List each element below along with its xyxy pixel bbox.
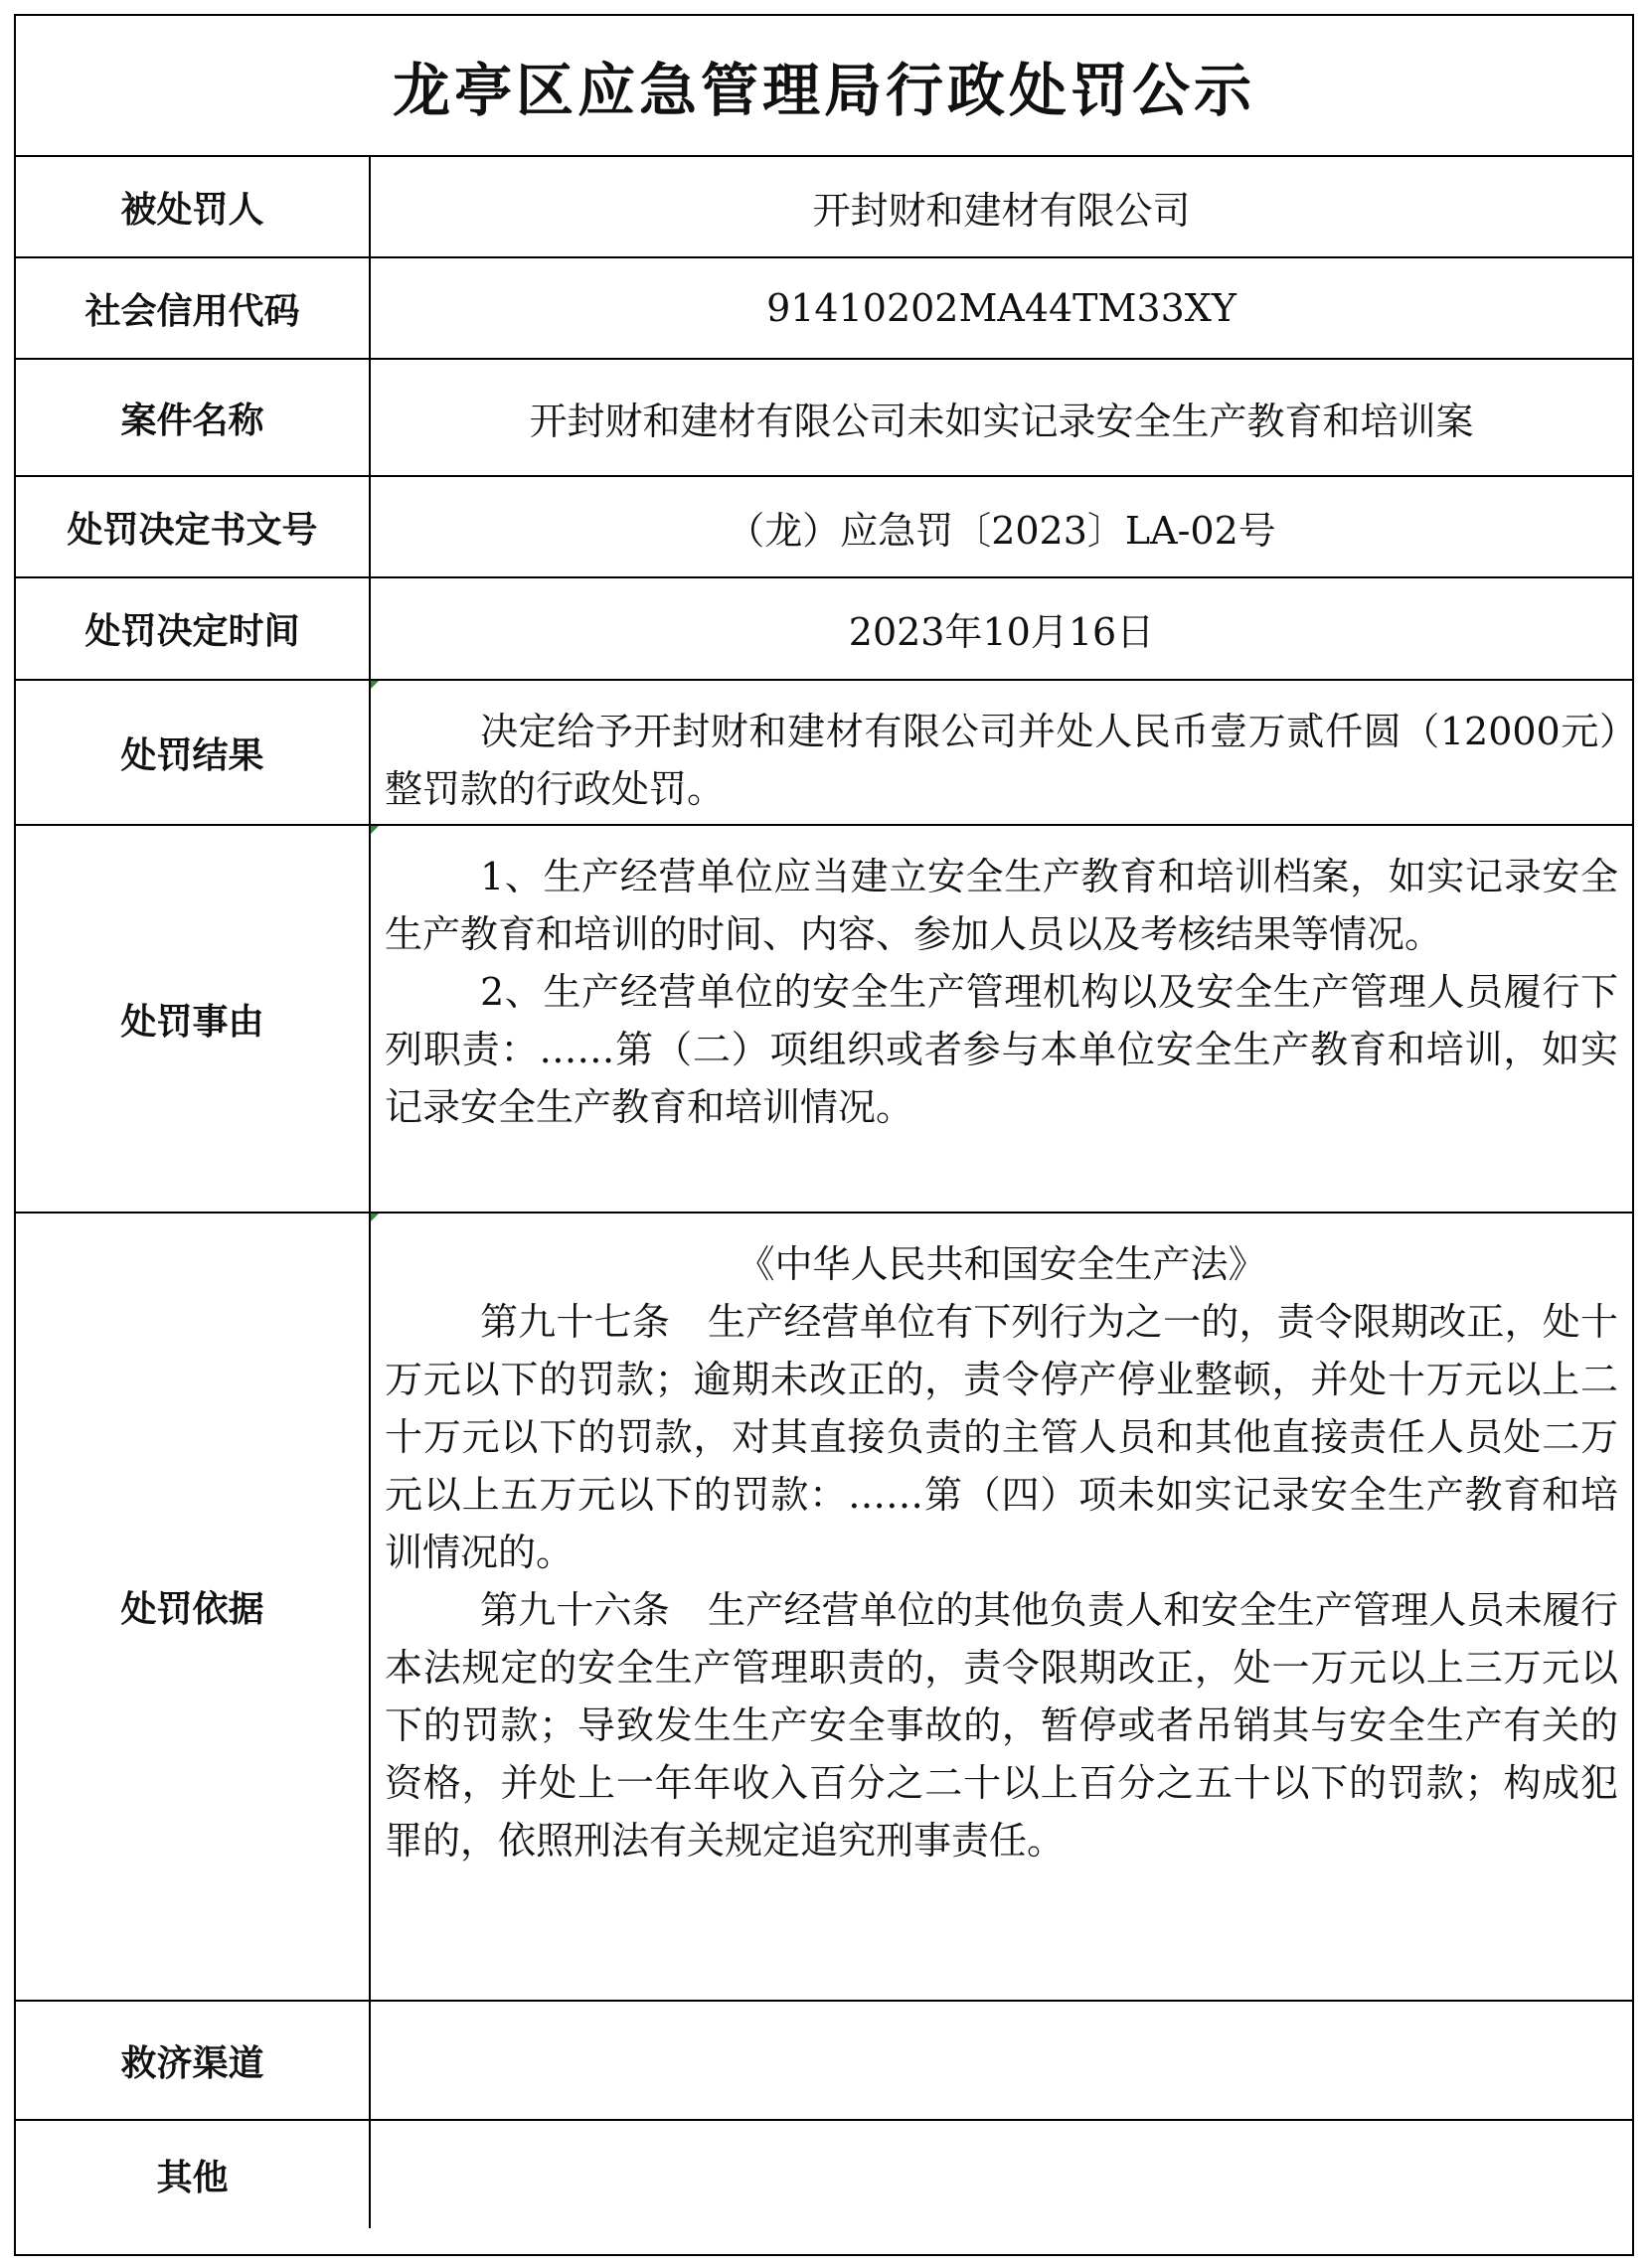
basis-paragraph-1: 第九十七条 生产经营单位有下列行为之一的，责令限期改正，处十万元以下的罚款；逾期未改正的，责令停产停业整顿，并处十万元以上二十万元以下的罚款，对其直接负责的主管人员和其他直接责任人员处二万元以上五万元以下的罚款：……第（四）项未如实记录安全生产教育和培训情况的。	[385, 1300, 1618, 1574]
value-decision-date: 2023年10月16日	[848, 610, 1155, 654]
label-credit-code: 社会信用代码	[16, 258, 371, 358]
row-case-name	[16, 360, 1632, 477]
basis-paragraph-2: 第九十六条 生产经营单位的其他负责人和安全生产管理人员未履行本法规定的安全生产管理职责的，责令限期改正，处一万元以上三万元以下的罚款；导致发生生产安全事故的，暂停或者吊销其与安全生产有关的资格，并处上一年年收入百分之二十以上百分之五十以下的罚款；构成犯罪的，依照刑法有关规定追究刑事责任。	[385, 1588, 1618, 1863]
value-basis	[371, 1214, 1632, 2000]
value-reason	[371, 826, 1632, 1212]
row-remedy	[16, 2002, 1632, 2121]
row-basis	[16, 1214, 1632, 2002]
label-case-name: 案件名称	[16, 360, 371, 475]
label-remedy: 救济渠道	[16, 2002, 371, 2119]
reason-paragraph-2: 2、生产经营单位的安全生产管理机构以及安全生产管理人员履行下列职责：……第（二）项组织或者参与本单位安全生产教育和培训，如实记录安全生产教育和培训情况。	[385, 970, 1618, 1129]
value-other	[371, 2121, 1632, 2228]
value-remedy	[371, 2002, 1632, 2119]
page-title: 龙亭区应急管理局行政处罚公示	[392, 57, 1255, 124]
label-doc-no: 处罚决定书文号	[16, 477, 371, 576]
row-other	[16, 2121, 1632, 2228]
row-decision-date	[16, 578, 1632, 681]
value-result	[371, 681, 1632, 824]
basis-law-title: 《中华人民共和国安全生产法》	[737, 1242, 1266, 1286]
value-doc-no: （龙）应急罚〔2023〕LA-02号	[727, 508, 1276, 553]
label-result: 处罚结果	[16, 681, 371, 824]
cell-marker	[371, 681, 379, 689]
value-credit-code: 91410202MA44TM33XY	[766, 286, 1236, 330]
title-row	[16, 16, 1632, 157]
value-case-name: 开封财和建材有限公司未如实记录安全生产教育和培训案	[529, 399, 1474, 443]
reason-paragraph-1: 1、生产经营单位应当建立安全生产教育和培训档案，如实记录安全生产教育和培训的时间、内容、参加人员以及考核结果等情况。	[385, 855, 1618, 956]
label-party: 被处罚人	[16, 157, 371, 256]
row-result	[16, 681, 1632, 826]
row-credit-code	[16, 258, 1632, 360]
result-text: 决定给予开封财和建材有限公司并处人民币壹万贰仟圆（12000元）整罚款的行政处罚。	[385, 710, 1618, 811]
value-party: 开封财和建材有限公司	[812, 188, 1191, 233]
penalty-notice-table	[14, 14, 1634, 2256]
cell-marker	[371, 826, 379, 834]
label-other: 其他	[16, 2121, 371, 2228]
label-decision-date: 处罚决定时间	[16, 578, 371, 679]
label-basis: 处罚依据	[16, 1214, 371, 2000]
cell-marker	[371, 1214, 379, 1221]
label-reason: 处罚事由	[16, 826, 371, 1212]
row-reason	[16, 826, 1632, 1214]
row-party	[16, 157, 1632, 258]
row-doc-no	[16, 477, 1632, 578]
